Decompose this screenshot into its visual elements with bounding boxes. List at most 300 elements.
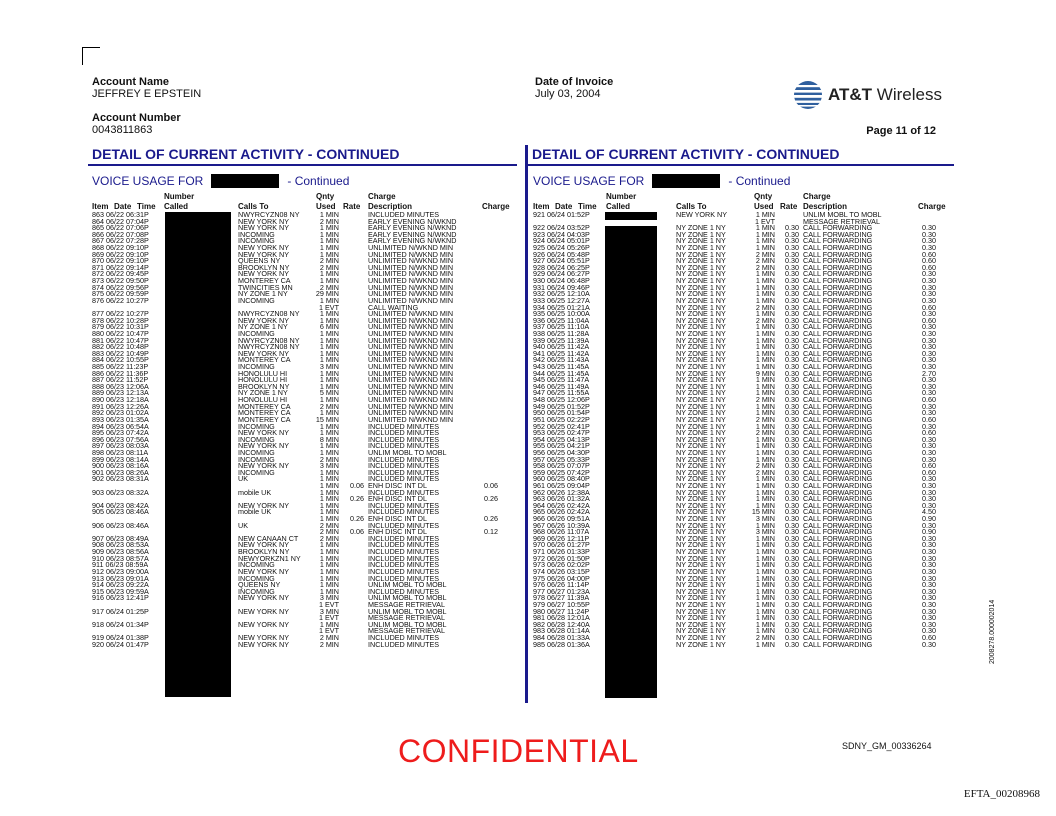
table-row	[92, 434, 512, 444]
cell-description: UNLIMITED N/WKND MIN	[368, 401, 454, 411]
cell-charge: 0.30	[922, 540, 936, 550]
cell-calls-to: INCOMING	[238, 573, 275, 583]
table-row	[533, 295, 953, 305]
table-row	[92, 447, 512, 457]
cell-description: INCLUDED MINUTES	[368, 533, 440, 543]
cell-rate: 0.30	[785, 619, 799, 629]
cell-item: 914 06/23 09:22A	[92, 580, 149, 590]
cell-description: UNLIM MOBL TO MOBL	[368, 447, 447, 457]
cell-calls-to: NY ZONE 1 NY	[676, 243, 726, 253]
cell-calls-to: NY ZONE 1 NY	[676, 269, 726, 279]
col-item: Item	[533, 202, 550, 211]
cell-rate: 0.30	[785, 547, 799, 557]
cell-description: UNLIMITED N/WKND MIN	[368, 408, 454, 418]
cell-item: 898 06/23 08:11A	[92, 447, 149, 457]
table-row	[92, 562, 512, 569]
cell-description: CALL FORWARDING	[803, 375, 873, 385]
cell-qnty: 1 MIN	[755, 322, 775, 332]
cell-calls-to: NY ZONE 1 NY	[676, 553, 726, 563]
cell-calls-to: mobile UK	[238, 507, 272, 517]
table-row	[533, 549, 953, 556]
cell-calls-to: NEW YORK NY	[238, 243, 289, 253]
table-row	[92, 476, 512, 483]
cell-item: 881 06/22 10:47P	[92, 335, 149, 345]
cell-description: UNLIM MOBL TO MOBL	[368, 580, 447, 590]
cell-item: 968 06/26 11:07A	[533, 527, 590, 537]
cell-qnty: 2 MIN	[319, 639, 339, 649]
col-called: Called	[606, 202, 631, 211]
cell-rate: 0.30	[785, 428, 799, 438]
cell-calls-to: NWYRCYZN08 NY	[238, 309, 300, 319]
cell-calls-to: NY ZONE 1 NY	[676, 586, 726, 596]
cell-qnty: 1 MIN	[319, 474, 339, 484]
cell-item: 915 06/23 09:59A	[92, 586, 149, 596]
cell-calls-to: NY ZONE 1 NY	[676, 533, 726, 543]
cell-charge: 0.30	[922, 593, 936, 603]
cell-description: CALL FORWARDING	[803, 335, 873, 345]
cell-calls-to: NY ZONE 1 NY	[676, 282, 726, 292]
table-row	[92, 516, 512, 523]
cell-charge: 0.60	[922, 249, 936, 259]
cell-description: CALL FORWARDING	[803, 527, 873, 537]
col-qnty: Qnty	[754, 192, 773, 201]
cell-description: INCLUDED MINUTES	[368, 474, 440, 484]
cell-description: CALL FORWARDING	[803, 547, 873, 557]
cell-charge: 0.30	[922, 580, 936, 590]
cell-description: EARLY EVENING N/WKND	[368, 223, 457, 233]
cell-qnty: 2 MIN	[319, 282, 339, 292]
cell-qnty: 3 MIN	[319, 362, 339, 372]
cell-rate: 0.30	[785, 639, 799, 649]
cell-description: ENH DISC INT DL	[368, 494, 427, 504]
table-row	[533, 487, 953, 497]
table-row	[533, 639, 953, 649]
cell-qnty: 1 MIN	[319, 441, 339, 451]
cell-calls-to: NY ZONE 1 NY	[676, 527, 726, 537]
cell-qnty: 2 MIN	[755, 395, 775, 405]
cell-description: INCLUDED MINUTES	[368, 454, 440, 464]
cell-charge: 0.30	[922, 223, 936, 233]
cell-item: 948 06/25 12:06P	[533, 395, 590, 405]
bates-number: SDNY_GM_00336264	[842, 741, 932, 751]
cell-item: 972 06/26 01:50P	[533, 553, 590, 563]
col-date: Date	[114, 202, 132, 211]
cell-item: 919 06/24 01:38P	[92, 633, 149, 642]
cell-qnty: 6 MIN	[319, 322, 339, 332]
att-wireless-logo	[793, 80, 942, 110]
table-row	[533, 390, 953, 397]
table-row	[533, 533, 953, 543]
cell-rate: 0.30	[785, 269, 799, 279]
account-number-block	[92, 112, 181, 136]
cell-item: 917 06/24 01:25P	[92, 606, 149, 616]
cell-rate: 0.30	[785, 613, 799, 623]
cell-charge: 0.30	[922, 408, 936, 418]
cell-description: CALL FORWARDING	[803, 328, 873, 338]
cell-charge: 0.30	[922, 626, 936, 636]
cell-calls-to: MONTEREY CA	[238, 401, 291, 411]
cell-description: CALL FORWARDING	[803, 381, 873, 391]
cell-qnty: 8 MIN	[319, 434, 339, 444]
cell-description: UNLIMITED N/WKND MIN	[368, 309, 454, 319]
cell-description: CALL FORWARDING	[803, 454, 873, 464]
cell-qnty: 1 MIN	[755, 613, 775, 623]
table-row	[533, 245, 953, 252]
col-used: Used	[316, 202, 336, 211]
cell-calls-to: NY ZONE 1 NY	[676, 639, 726, 649]
cell-qnty: 1 MIN	[755, 243, 775, 253]
cell-item: 893 06/23 01:35A	[92, 414, 149, 424]
table-row	[533, 615, 953, 622]
table-row	[533, 302, 953, 312]
cell-qnty: 1 MIN	[319, 295, 339, 305]
table-row	[533, 619, 953, 629]
cell-qnty: 2 MIN	[319, 527, 339, 537]
cell-calls-to: NY ZONE 1 NY	[676, 375, 726, 385]
cell-item: 933 06/25 12:27A	[533, 295, 590, 305]
cell-description: CALL FORWARDING	[803, 613, 873, 623]
table-row	[533, 430, 953, 437]
cell-charge: 0.30	[922, 560, 936, 570]
cell-charge: 0.30	[922, 322, 936, 332]
cell-calls-to: INCOMING	[238, 236, 275, 246]
table-row	[533, 520, 953, 530]
cell-description: UNLIMITED N/WKND MIN	[368, 295, 454, 305]
cell-qnty: 1 MIN	[755, 348, 775, 358]
cell-charge: 0.90	[922, 527, 936, 537]
cell-item: 874 06/22 09:56P	[92, 282, 149, 292]
cell-description: CALL FORWARDING	[803, 408, 873, 418]
cell-rate: 0.30	[785, 560, 799, 570]
cell-charge: 0.30	[922, 342, 936, 352]
cell-item: 902 06/23 08:31A	[92, 474, 149, 484]
cell-item: 916 06/23 12:41P	[92, 593, 149, 603]
cell-charge: 0.30	[922, 573, 936, 583]
cell-description: INCLUDED MINUTES	[368, 210, 440, 219]
cell-rate: 0.30	[785, 507, 799, 517]
cell-qnty: 1 MIN	[319, 500, 339, 510]
cell-item: 886 06/22 11:36P	[92, 368, 149, 378]
table-row	[92, 467, 512, 477]
cell-calls-to: NY ZONE 1 NY	[676, 262, 726, 272]
table-row	[533, 635, 953, 642]
cell-calls-to: NY ZONE 1 NY	[238, 388, 288, 398]
table-row	[533, 381, 953, 391]
cell-calls-to: NY ZONE 1 NY	[676, 633, 726, 642]
cell-description: UNLIMITED N/WKND MIN	[368, 335, 454, 345]
cell-qnty: 1 MIN	[319, 243, 339, 253]
cell-charge: 0.30	[922, 447, 936, 457]
cell-calls-to: NY ZONE 1 NY	[238, 289, 288, 299]
cell-charge: 0.30	[922, 355, 936, 365]
cell-description: ENH DISC INT DL	[368, 480, 427, 490]
cell-rate: 0.30	[785, 401, 799, 411]
cell-calls-to: HONOLULU HI	[238, 368, 288, 378]
voice-usage-label: VOICE USAGE FOR	[92, 174, 204, 188]
cell-calls-to: INCOMING	[238, 229, 275, 239]
cell-calls-to: mobile UK	[238, 487, 272, 497]
cell-charge: 0.30	[922, 289, 936, 299]
cell-item: 970 06/26 01:27P	[533, 540, 590, 550]
cell-description: CALL FORWARDING	[803, 487, 873, 497]
cell-charge: 0.30	[922, 229, 936, 239]
cell-rate: 0.30	[785, 295, 799, 305]
table-row	[533, 397, 953, 404]
cell-rate: 0.30	[785, 566, 799, 576]
cell-calls-to: NEW YORK NY	[238, 315, 289, 325]
cell-calls-to: INCOMING	[238, 560, 275, 570]
invoice-date-value: July 03, 2004	[535, 88, 601, 100]
cell-qnty: 1 EVT	[319, 613, 339, 623]
cell-qnty: 1 MIN	[755, 223, 775, 233]
table-row	[92, 480, 512, 490]
cell-charge: 0.30	[922, 533, 936, 543]
cell-description: INCLUDED MINUTES	[368, 639, 440, 649]
cell-description: UNLIM MOBL TO MOBL	[803, 210, 882, 219]
cell-description: CALL FORWARDING	[803, 447, 873, 457]
cell-qnty: 1 MIN	[755, 269, 775, 279]
cell-calls-to: NY ZONE 1 NY	[676, 560, 726, 570]
cell-rate: 0.30	[785, 282, 799, 292]
cell-item: 888 06/23 12:06A	[92, 381, 149, 391]
cell-item: 926 06/24 05:48P	[533, 249, 590, 259]
cell-rate: 0.30	[785, 355, 799, 365]
col-used: Used	[754, 202, 774, 211]
cell-item: 883 06/22 10:49P	[92, 348, 149, 358]
cell-qnty: 2 MIN	[319, 256, 339, 266]
cell-description: CALL FORWARDING	[803, 368, 873, 378]
cell-description: INCLUDED MINUTES	[368, 434, 440, 444]
cell-rate: 0.30	[785, 368, 799, 378]
col-charge-top: Charge	[368, 192, 396, 201]
cell-item: 909 06/23 08:56A	[92, 547, 149, 557]
cell-item: 958 06/25 07:07P	[533, 461, 590, 471]
cell-qnty: 1 MIN	[319, 348, 339, 358]
table-row	[533, 368, 953, 378]
table-row	[533, 443, 953, 450]
cell-item: 867 06/22 07:28P	[92, 236, 149, 246]
cell-qnty: 1 MIN	[319, 560, 339, 570]
corner-mark	[82, 47, 100, 65]
table-row	[92, 566, 512, 576]
cell-charge: 0.30	[922, 401, 936, 411]
col-item: Item	[92, 202, 109, 211]
cell-calls-to: NY ZONE 1 NY	[676, 388, 726, 398]
cell-item: 956 06/25 04:30P	[533, 447, 590, 457]
cell-charge: 0.30	[922, 441, 936, 451]
cell-rate: 0.30	[785, 527, 799, 537]
cell-qnty: 3 MIN	[319, 461, 339, 471]
table-row	[533, 238, 953, 245]
col-qnty: Qnty	[316, 192, 335, 201]
cell-calls-to: NY ZONE 1 NY	[676, 593, 726, 603]
cell-description: UNLIMITED N/WKND MIN	[368, 269, 454, 279]
cell-qnty: 2 MIN	[319, 216, 339, 226]
cell-rate: 0.30	[785, 223, 799, 233]
cell-description: CALL FORWARDING	[803, 295, 873, 305]
cell-qnty: 1 MIN	[319, 487, 339, 497]
cell-item: 963 06/26 01:32A	[533, 494, 590, 504]
cell-qnty: 2 MIN	[755, 302, 775, 312]
cell-rate: 0.30	[785, 573, 799, 583]
cell-qnty: 1 MIN	[755, 639, 775, 649]
cell-qnty: 3 MIN	[319, 606, 339, 616]
table-row	[533, 282, 953, 292]
cell-qnty: 1 MIN	[755, 401, 775, 411]
cell-item: 900 06/23 08:16A	[92, 461, 149, 471]
detail-rows-right	[533, 212, 953, 648]
cell-charge: 0.30	[922, 474, 936, 484]
cell-description: CALL FORWARDING	[803, 633, 873, 642]
cell-calls-to: NY ZONE 1 NY	[676, 520, 726, 530]
table-row	[533, 271, 953, 278]
cell-calls-to: NY ZONE 1 NY	[238, 322, 288, 332]
cell-charge: 0.60	[922, 414, 936, 424]
cell-item: 949 06/25 01:52P	[533, 401, 590, 411]
cell-rate: 0.30	[785, 421, 799, 431]
section-title-left: DETAIL OF CURRENT ACTIVITY - CONTINUED	[92, 146, 400, 162]
column-divider	[525, 145, 528, 703]
cell-calls-to: NY ZONE 1 NY	[676, 348, 726, 358]
cell-qnty: 1 MIN	[319, 580, 339, 590]
cell-calls-to: NEW CANAAN CT	[238, 533, 299, 543]
cell-item: 887 06/22 11:52P	[92, 375, 149, 385]
col-time: Time	[578, 202, 597, 211]
cell-item: 925 06/24 05:26P	[533, 243, 590, 253]
cell-charge: 0.60	[922, 395, 936, 405]
table-row	[92, 414, 512, 424]
cell-qnty: 1 MIN	[319, 328, 339, 338]
section-rule-left	[88, 164, 517, 166]
cell-qnty: 2 MIN	[319, 454, 339, 464]
section-title-right: DETAIL OF CURRENT ACTIVITY - CONTINUED	[532, 146, 840, 162]
table-row	[533, 606, 953, 616]
cell-description: CALL FORWARDING	[803, 289, 873, 299]
cell-calls-to: NY ZONE 1 NY	[676, 447, 726, 457]
cell-calls-to: NY ZONE 1 NY	[676, 514, 726, 524]
cell-qnty: 29 MIN	[315, 289, 339, 299]
cell-charge: 0.60	[922, 467, 936, 477]
cell-description: CALL FORWARDING	[803, 514, 873, 524]
cell-qnty: 1 MIN	[319, 573, 339, 583]
col-charge: Charge	[482, 202, 510, 211]
cell-qnty: 2 MIN	[755, 414, 775, 424]
cell-description: EARLY EVENING N/WKND	[368, 216, 457, 226]
cell-item: 941 06/25 11:42A	[533, 348, 590, 358]
cell-description: CALL FORWARDING	[803, 461, 873, 471]
cell-qnty: 1 MIN	[319, 355, 339, 365]
cell-description: CALL FORWARDING	[803, 586, 873, 596]
table-row	[533, 258, 953, 265]
cell-description: UNLIMITED N/WKND MIN	[368, 414, 454, 424]
cell-description: CALL FORWARDING	[803, 540, 873, 550]
cell-description: UNLIMITED N/WKND MIN	[368, 315, 454, 325]
cell-qnty: 1 MIN	[319, 421, 339, 431]
col-rate: Rate	[780, 202, 798, 211]
cell-description: UNLIM MOBL TO MOBL	[368, 606, 447, 616]
cell-qnty: 1 MIN	[755, 362, 775, 372]
table-row	[533, 324, 953, 331]
cell-charge: 0.30	[922, 487, 936, 497]
cell-item: 979 06/27 10:55P	[533, 599, 590, 609]
table-row	[533, 595, 953, 602]
table-row	[533, 553, 953, 563]
cell-calls-to: NEW YORK NY	[238, 249, 289, 259]
cell-item: 943 06/25 11:45A	[533, 362, 590, 372]
redaction-block	[652, 174, 720, 188]
cell-calls-to: NY ZONE 1 NY	[676, 540, 726, 550]
cell-calls-to: NY ZONE 1 NY	[676, 613, 726, 623]
cell-charge: 0.30	[922, 348, 936, 358]
cell-qnty: 2 MIN	[755, 256, 775, 266]
cell-rate: 0.30	[785, 626, 799, 636]
cell-item: 868 06/22 09:10P	[92, 243, 149, 253]
cell-item: 877 06/22 10:27P	[92, 309, 149, 319]
cell-description: INCLUDED MINUTES	[368, 573, 440, 583]
cell-item: 901 06/23 08:26A	[92, 467, 149, 477]
cell-qnty: 1 MIN	[319, 335, 339, 345]
cell-charge: 0.30	[922, 613, 936, 623]
cell-charge: 0.30	[922, 454, 936, 464]
cell-item: 910 06/23 08:57A	[92, 553, 149, 563]
table-row	[533, 509, 953, 516]
cell-rate: 0.30	[785, 236, 799, 246]
cell-charge: 0.26	[484, 494, 498, 504]
cell-rate: 0.30	[785, 447, 799, 457]
cell-item: 878 06/22 10:28P	[92, 315, 149, 325]
col-charge-top: Charge	[803, 192, 831, 201]
cell-calls-to: INCOMING	[238, 328, 275, 338]
cell-description: INCLUDED MINUTES	[368, 553, 440, 563]
cell-calls-to: QUEENS NY	[238, 580, 281, 590]
cell-item: 932 06/25 12:10A	[533, 289, 590, 299]
cell-charge: 0.30	[922, 295, 936, 305]
cell-qnty: 1 MIN	[319, 467, 339, 477]
page-number: Page 11 of 12	[866, 125, 936, 137]
cell-item: 889 06/23 12:13A	[92, 388, 149, 398]
cell-calls-to: NY ZONE 1 NY	[676, 342, 726, 352]
cell-description: CALL FORWARDING	[803, 229, 873, 239]
cell-description: CALL FORWARDING	[803, 428, 873, 438]
cell-calls-to: INCOMING	[238, 362, 275, 372]
cell-item: 896 06/23 07:56A	[92, 434, 149, 444]
cell-calls-to: QUEENS NY	[238, 256, 281, 266]
cell-qnty: 1 MIN	[755, 388, 775, 398]
cell-item: 982 06/28 12:40A	[533, 619, 590, 629]
cell-charge: 0.30	[922, 586, 936, 596]
table-row	[533, 377, 953, 384]
cell-rate: 0.26	[350, 494, 364, 504]
cell-calls-to: NY ZONE 1 NY	[676, 315, 726, 325]
cell-description: CALL FORWARDING	[803, 553, 873, 563]
cell-rate: 0.30	[785, 461, 799, 471]
col-called: Called	[164, 202, 189, 211]
cell-calls-to: NEW YORK NY	[238, 428, 289, 438]
table-row	[92, 487, 512, 497]
cell-qnty: 1 MIN	[755, 276, 775, 286]
cell-qnty: 1 MIN	[755, 606, 775, 616]
cell-calls-to: HONOLULU HI	[238, 395, 288, 405]
cell-qnty: 1 MIN	[755, 573, 775, 583]
cell-rate: 0.30	[785, 494, 799, 504]
cell-rate: 0.06	[350, 527, 364, 537]
col-description: Description	[803, 202, 848, 211]
cell-item: 946 06/25 11:49A	[533, 381, 590, 391]
col-calls-to: Calls To	[676, 202, 707, 211]
cell-calls-to: NY ZONE 1 NY	[676, 249, 726, 259]
cell-calls-to: NY ZONE 1 NY	[676, 355, 726, 365]
cell-qnty: 1 MIN	[755, 441, 775, 451]
